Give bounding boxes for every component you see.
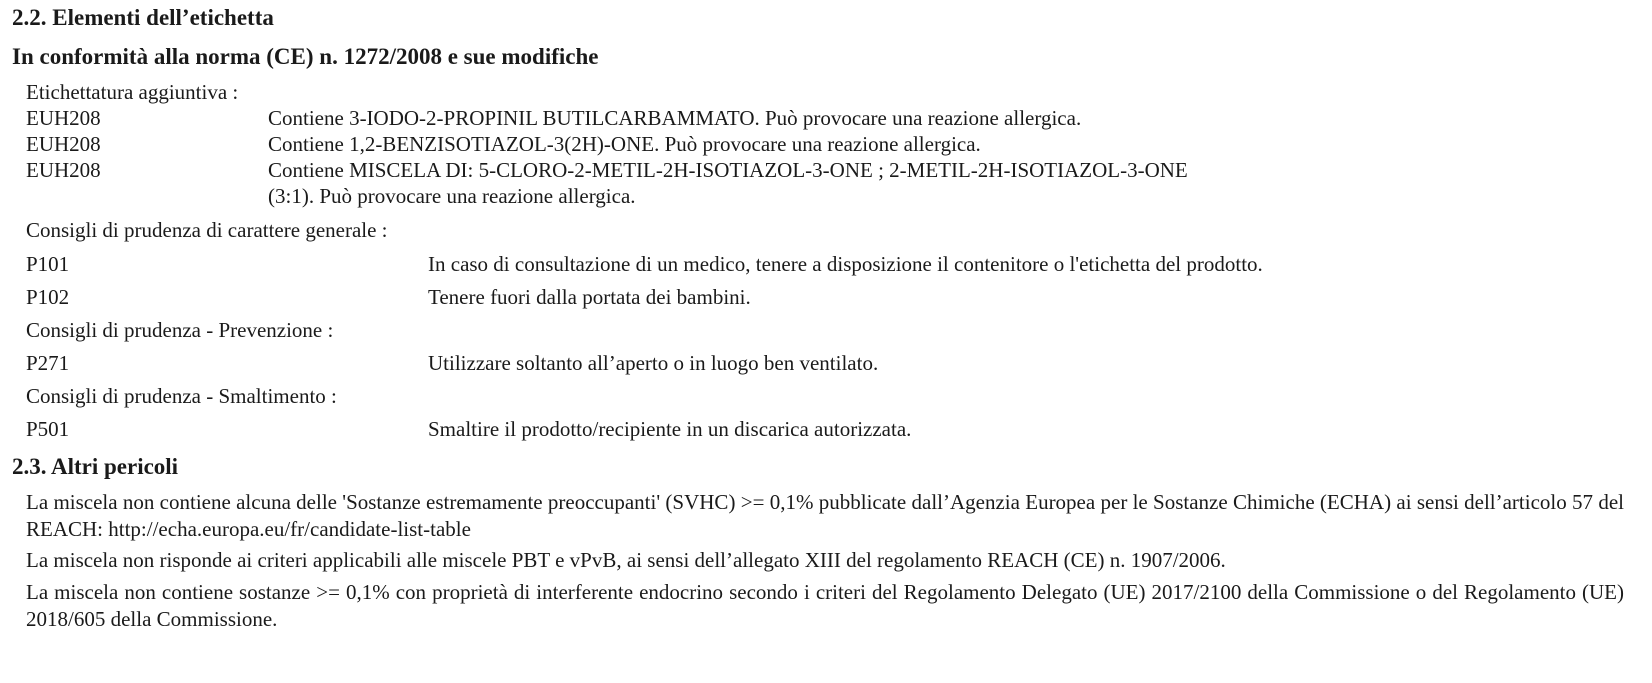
- svhc-paragraph: La miscela non contiene alcuna delle 'Sostanze estremamente preoccupanti' (SVHC) >= 0,1% pubblicate dall’Agenzia Europea per le Sostanze Chimiche (ECHA) ai sensi dell’articolo 57 del REACH: http://echa.europa.eu/fr/candidate-list-table: [26, 490, 1624, 541]
- section-heading-label-elements: 2.2. Elementi dell’etichetta: [12, 5, 274, 30]
- precaution-code: P101: [26, 252, 70, 276]
- precaution-statement: Smaltire il prodotto/recipiente in un discarica autorizzata.: [428, 417, 912, 441]
- precaution-code: P271: [26, 351, 70, 375]
- section-heading-other-hazards: 2.3. Altri pericoli: [12, 454, 179, 479]
- endocrine-paragraph: La miscela non contiene sostanze >= 0,1% con proprietà di interferente endocrino secondo i criteri del Regolamento Delegato (UE) 2017/2100 della Commissione o del Regolamento (UE) 2018/605 della Commissione.: [26, 580, 1624, 631]
- regulation-subheading: In conformità alla norma (CE) n. 1272/2008 e sue modifiche: [12, 44, 599, 69]
- general-precautions-label: Consigli di prudenza di carattere generale :: [26, 218, 388, 242]
- precaution-statement: Tenere fuori dalla portata dei bambini.: [428, 285, 751, 309]
- additional-labelling-label: Etichettatura aggiuntiva :: [26, 80, 239, 104]
- pbt-paragraph: La miscela non risponde ai criteri applicabili alle miscele PBT e vPvB, ai sensi dell’allegato XIII del regolamento REACH (CE) n. 1907/2006.: [26, 548, 1226, 572]
- precaution-statement: In caso di consultazione di un medico, tenere a disposizione il contenitore o l'etichetta del prodotto.: [428, 252, 1263, 276]
- euh-code: EUH208: [26, 158, 101, 182]
- precaution-code: P501: [26, 417, 70, 441]
- euh-statement: Contiene 1,2-BENZISOTIAZOL-3(2H)-ONE. Può provocare una reazione allergica.: [268, 132, 981, 156]
- euh-statement: Contiene 3-IODO-2-PROPINIL BUTILCARBAMMATO. Può provocare una reazione allergica.: [268, 106, 1082, 130]
- prevention-label: Consigli di prudenza - Prevenzione :: [26, 318, 334, 342]
- disposal-label: Consigli di prudenza - Smaltimento :: [26, 384, 337, 408]
- precaution-code: P102: [26, 285, 70, 309]
- euh-statement: Contiene MISCELA DI: 5-CLORO-2-METIL-2H-ISOTIAZOL-3-ONE ; 2-METIL-2H-ISOTIAZOL-3-ONE: [268, 158, 1188, 182]
- precaution-statement: Utilizzare soltanto all’aperto o in luogo ben ventilato.: [428, 351, 879, 375]
- euh-statement-continuation: (3:1). Può provocare una reazione allergica.: [268, 184, 636, 208]
- euh-code: EUH208: [26, 132, 101, 156]
- euh-code: EUH208: [26, 106, 101, 130]
